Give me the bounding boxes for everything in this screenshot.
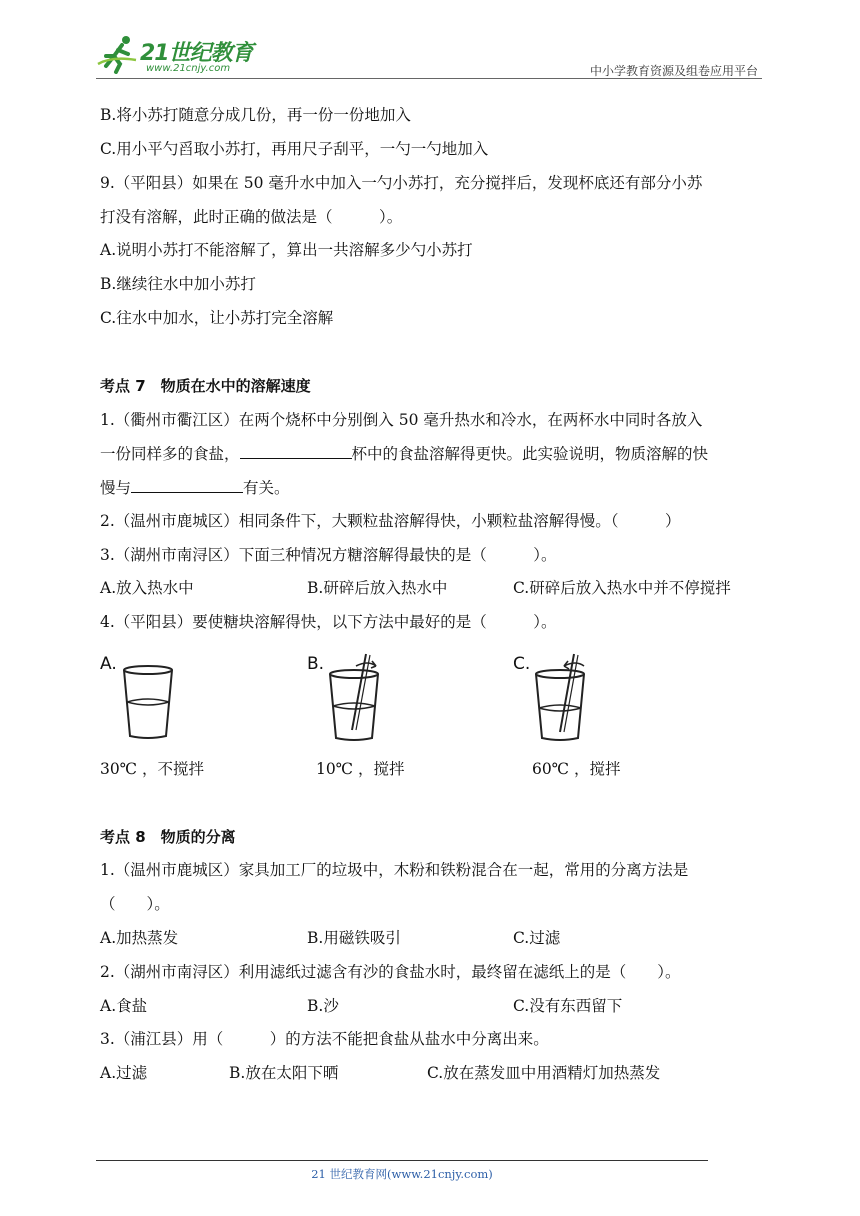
- stirred-beaker-c-icon: [528, 652, 594, 744]
- beaker-a-icon: [118, 664, 178, 742]
- question-line: 4.（平阳县）要使糖块溶解得快，以下方法中最好的是（ ）。: [100, 613, 557, 631]
- option-a: A.放入热水中: [100, 579, 194, 597]
- option-a: A.加热蒸发: [100, 929, 179, 947]
- question-line: 9.（平阳县）如果在 50 毫升水中加入一勺小苏打，充分搅拌后，发现杯底还有部分小苏: [100, 174, 703, 192]
- runner-logo-icon: [96, 34, 140, 74]
- option-a: A.过滤: [100, 1064, 148, 1082]
- option-b: B.放在太阳下晒: [229, 1064, 339, 1082]
- question-line: [100, 477, 290, 498]
- site-logo[interactable]: [96, 30, 266, 78]
- platform-name: 中小学教育资源及组卷应用平台: [589, 64, 758, 78]
- cup-c-caption: 60℃ ，搅拌: [532, 760, 621, 778]
- logo-url: www.21cnjy.com: [146, 63, 231, 74]
- option-a: A.食盐: [100, 997, 148, 1015]
- question-line: 1.（温州市鹿城区）家具加工厂的垃圾中，木粉和铁粉混合在一起，常用的分离方法是: [100, 861, 689, 879]
- option-line: A.说明小苏打不能溶解了，算出一共溶解多少勺小苏打: [100, 241, 473, 259]
- question-line: [100, 443, 708, 464]
- answer-blank[interactable]: [131, 477, 243, 493]
- section-heading: 考点 7 物质在水中的溶解速度: [100, 377, 311, 395]
- page-header: [96, 30, 762, 80]
- question-text: 慢与: [100, 479, 132, 497]
- footer-divider: [96, 1160, 708, 1161]
- question-line: 3.（浦江县）用（ ）的方法不能把食盐从盐水中分离出来。: [100, 1030, 549, 1048]
- option-line: B.将小苏打随意分成几份，再一份一份地加入: [100, 106, 411, 124]
- question-line: 2.（湖州市南浔区）利用滤纸过滤含有沙的食盐水时，最终留在滤纸上的是（ ）。: [100, 963, 681, 981]
- question-text: 有关。: [243, 479, 290, 497]
- question-line: 2.（温州市鹿城区）相同条件下，大颗粒盐溶解得快，小颗粒盐溶解得慢。（ ）: [100, 512, 681, 530]
- option-line: C.用小平勺舀取小苏打，再用尺子刮平，一勺一勺地加入: [100, 140, 489, 158]
- question-text: 一份同样多的食盐，: [100, 445, 240, 463]
- stirred-beaker-b-icon: [322, 650, 388, 744]
- answer-blank[interactable]: [240, 443, 352, 459]
- logo-text: 21世纪教育: [140, 41, 253, 66]
- question-line: 3.（湖州市南浔区）下面三种情况方糖溶解得最快的是（ ）。: [100, 546, 557, 564]
- option-b: B.研碎后放入热水中: [307, 579, 448, 597]
- cup-b-label: B.: [307, 654, 325, 674]
- header-divider: [96, 78, 762, 79]
- option-b: B.沙: [307, 997, 339, 1015]
- option-c: C.没有东西留下: [513, 997, 623, 1015]
- section-heading: 考点 8 物质的分离: [100, 828, 236, 846]
- question-line: 1.（衢州市衢江区）在两个烧杯中分别倒入 50 毫升热水和冷水，在两杯水中同时各放入: [100, 411, 703, 429]
- cup-a-label: A.: [100, 654, 117, 674]
- footer-link[interactable]: 21 世纪教育网(www.21cnjy.com): [311, 1167, 493, 1181]
- cup-b-caption: 10℃ ，搅拌: [316, 760, 405, 778]
- question-line: （ ）。: [100, 895, 170, 913]
- option-c: C.放在蒸发皿中用酒精灯加热蒸发: [427, 1064, 661, 1082]
- question-text: 杯中的食盐溶解得更快。此实验说明，物质溶解的快: [351, 445, 709, 463]
- option-c: C.研碎后放入热水中并不停搅拌: [513, 579, 731, 597]
- option-line: B.继续往水中加小苏打: [100, 275, 256, 293]
- option-b: B.用磁铁吸引: [307, 929, 401, 947]
- option-line: C.往水中加水，让小苏打完全溶解: [100, 309, 334, 327]
- question-line: 打没有溶解，此时正确的做法是（ ）。: [100, 208, 403, 226]
- cup-c-label: C.: [513, 654, 531, 674]
- option-c: C.过滤: [513, 929, 561, 947]
- cup-a-caption: 30℃ ，不搅拌: [100, 760, 204, 778]
